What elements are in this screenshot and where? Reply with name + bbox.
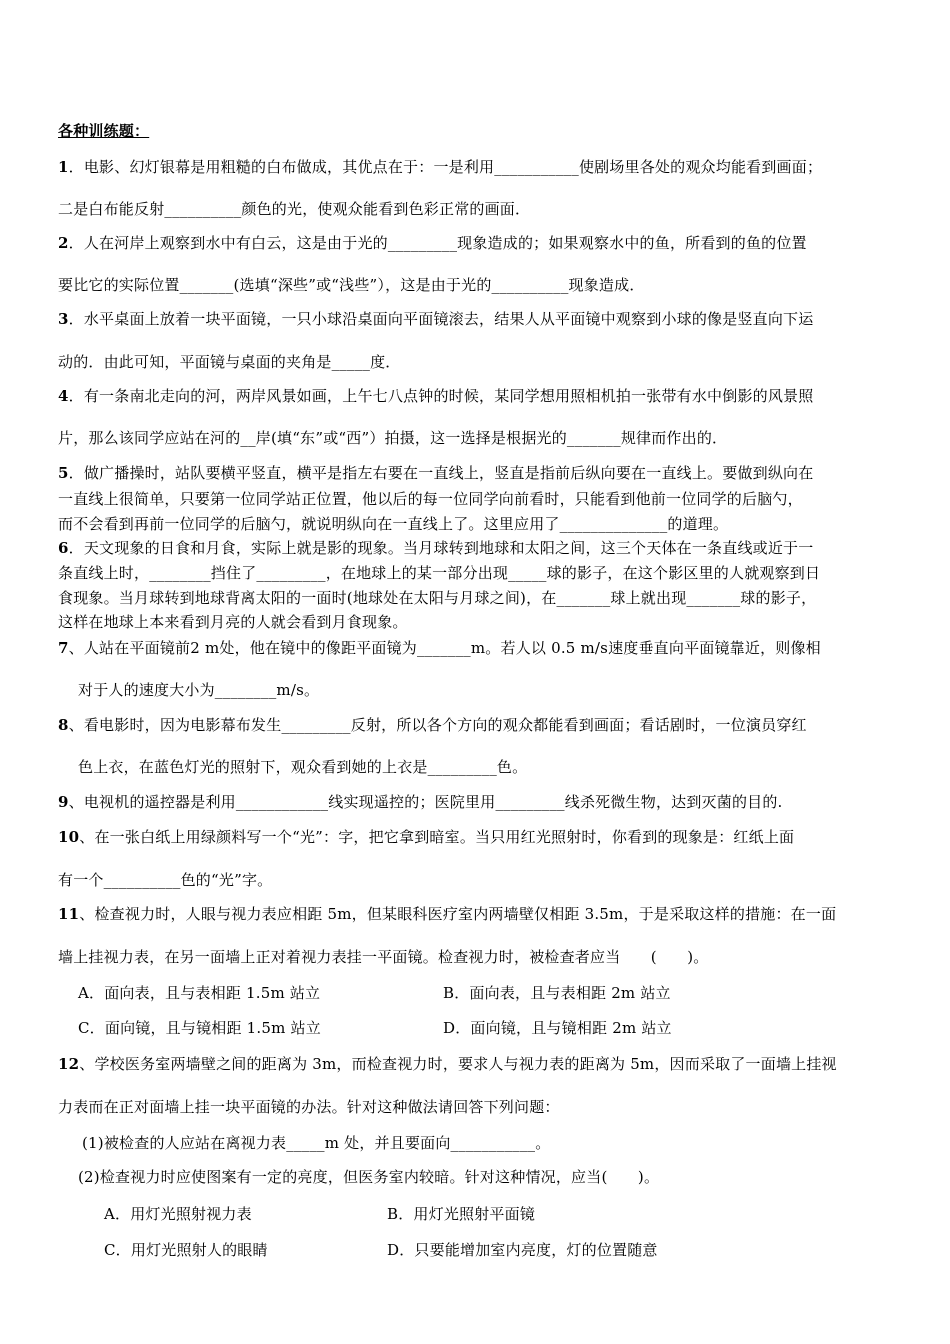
question-12-option-c <box>104 1240 268 1260</box>
question-11-option-d <box>443 1018 672 1038</box>
question-text: 二是白布能反射__________颜色的光，使观众能看到色彩正常的画面． <box>58 200 531 218</box>
question-text: 条直线上时，________挡住了_________，在地球上的某一部分出现_____球的影子，在这个影区里的人就观察到日 <box>58 564 821 582</box>
question-number: 12 <box>58 1055 80 1073</box>
question-text: ．水平桌面上放着一块平面镜，一只小球沿桌面向平面镜滚去，结果人从平面镜中观察到小球的像是竖直向下运 <box>68 310 814 328</box>
question-text: 、看电影时，因为电影幕布发生_________反射，所以各个方向的观众都能看到画面；看话剧时，一位演员穿红 <box>68 716 807 734</box>
question-text: 力表而在正对面墙上挂一块平面镜的办法。针对这种做法请回答下列问题： <box>58 1098 560 1116</box>
question-number: 3 <box>58 310 69 328</box>
question-1-line-2 <box>58 199 530 219</box>
option-text: D．只要能增加室内亮度，灯的位置随意 <box>387 1241 658 1259</box>
question-10-line-2 <box>58 870 272 890</box>
question-text: (1)被检查的人应站在离视力表_____m 处，并且要面向___________。 <box>82 1134 551 1152</box>
question-text: 墙上挂视力表，在另一面墙上正对着视力表挂一平面镜。检查视力时，被检查者应当 ( )。 <box>58 948 709 966</box>
question-5-line-3 <box>58 514 728 534</box>
question-text: 对于人的速度大小为________m/s。 <box>78 681 320 699</box>
question-4-line-2 <box>58 428 727 448</box>
question-8-line-1 <box>58 715 807 735</box>
question-11-line-2 <box>58 947 709 967</box>
question-10-line-1 <box>58 827 794 847</box>
question-7-line-2 <box>78 680 319 700</box>
question-2-line-1 <box>58 233 807 253</box>
question-number: 2 <box>58 234 69 252</box>
question-number: 4 <box>58 387 69 405</box>
question-5-line-2 <box>58 489 803 509</box>
question-12-option-a <box>104 1204 252 1224</box>
question-11-line-1 <box>58 904 836 924</box>
question-3-line-1 <box>58 309 813 329</box>
question-number: 6 <box>58 539 69 557</box>
question-7-line-1 <box>58 638 821 658</box>
question-2-line-2 <box>58 275 645 295</box>
question-number: 10 <box>58 828 80 846</box>
question-text: 动的．由此可知，平面镜与桌面的夹角是_____度． <box>58 353 401 371</box>
question-9-line-1 <box>58 792 783 812</box>
question-5-line-1 <box>58 463 813 483</box>
option-text: B．面向表，且与表相距 2m 站立 <box>443 984 671 1002</box>
question-8-line-2 <box>78 757 527 777</box>
question-text: 食现象。当月球转到地球背离太阳的一面时(地球处在太阳与月球之间)，在_______球上就出现_______球的影子， <box>58 589 817 607</box>
option-text: A．面向表，且与表相距 1.5m 站立 <box>78 984 321 1002</box>
question-text: 、在一张白纸上用绿颜料写一个“光”：字，把它拿到暗室。当只用红光照射时，你看到的现象是：红纸上面 <box>79 828 795 846</box>
question-text: ．有一条南北走向的河，两岸风景如画，上午七八点钟的时候，某同学想用照相机拍一张带有水中倒影的风景照 <box>68 387 814 405</box>
question-6-line-3 <box>58 588 816 608</box>
option-text: B．用灯光照射平面镜 <box>387 1205 536 1223</box>
question-12-option-b <box>387 1204 535 1224</box>
question-11-option-a <box>78 983 320 1003</box>
question-text: 而不会看到再前一位同学的后脑勺，就说明纵向在一直线上了。这里应用了______________的道理。 <box>58 515 729 533</box>
question-11-option-b <box>443 983 671 1003</box>
question-12-sub-2 <box>78 1167 659 1187</box>
question-12-option-d <box>387 1240 658 1260</box>
option-text: C．面向镜，且与镜相距 1.5m 站立 <box>78 1019 321 1037</box>
question-6-line-4 <box>58 612 408 632</box>
question-number: 5 <box>58 464 69 482</box>
question-text: 有一个__________色的“光”字。 <box>58 871 273 889</box>
question-number: 1 <box>58 158 69 176</box>
question-12-sub-1 <box>82 1133 550 1153</box>
question-text: 一直线上很简单，只要第一位同学站正位置，他以后的每一位同学向前看时，只能看到他前一位同学的后脑勺， <box>58 490 803 508</box>
question-text: ．天文现象的日食和月食，实际上就是影的现象。当月球转到地球和太阳之间，这三个天体在一条直线或近于一 <box>68 539 814 557</box>
question-1-line-1 <box>58 157 822 177</box>
question-number: 8 <box>58 716 69 734</box>
question-text: 、检查视力时，人眼与视力表应相距 5m，但某眼科医疗室内两墙壁仅相距 3.5m，于是采取这样的措施：在一面 <box>79 905 837 923</box>
question-text: 要比它的实际位置_______(选填“深些”或“浅些”），这是由于光的__________现象造成． <box>58 276 645 294</box>
question-number: 7 <box>58 639 69 657</box>
question-text: ．电影、幻灯银幕是用粗糙的白布做成，其优点在于：一是利用___________使剧场里各处的观众均能看到画面； <box>68 158 823 176</box>
question-text: 、人站在平面镜前2 m处，他在镜中的像距平面镜为_______m。若人以 0.5 m/s速度垂直向平面镜靠近，则像相 <box>68 639 821 657</box>
question-11-option-c <box>78 1018 321 1038</box>
question-text: ．做广播操时，站队要横平竖直，横平是指左右要在一直线上，竖直是指前后纵向要在一直线上。要做到纵向在 <box>68 464 814 482</box>
worksheet-heading: 各种训练题： <box>58 122 150 140</box>
question-text: 色上衣，在蓝色灯光的照射下，观众看到她的上衣是_________色。 <box>78 758 528 776</box>
option-text: C．用灯光照射人的眼睛 <box>104 1241 268 1259</box>
question-12-line-2 <box>58 1097 560 1117</box>
question-number: 11 <box>58 905 80 923</box>
question-text: 这样在地球上本来看到月亮的人就会看到月食现象。 <box>58 613 408 631</box>
question-4-line-1 <box>58 386 813 406</box>
question-text: 片，那么该同学应站在河的__岸(填“东”或“西”）拍摄，这一选择是根据光的_______规律而作出的． <box>58 429 728 447</box>
question-6-line-1 <box>58 538 813 558</box>
question-text: 、学校医务室两墙壁之间的距离为 3m，而检查视力时，要求人与视力表的距离为 5m，因而采取了一面墙上挂视 <box>79 1055 837 1073</box>
question-6-line-2 <box>58 563 820 583</box>
question-3-line-2 <box>58 352 401 372</box>
option-text: D．面向镜，且与镜相距 2m 站立 <box>443 1019 672 1037</box>
question-text: (2)检查视力时应使图案有一定的亮度，但医务室内较暗。针对这种情况，应当( )。 <box>78 1168 660 1186</box>
option-text: A．用灯光照射视力表 <box>104 1205 252 1223</box>
question-text: 、电视机的遥控器是利用____________线实现遥控的；医院里用_________线杀死微生物，达到灭菌的目的. <box>68 793 783 811</box>
question-12-line-1 <box>58 1054 837 1074</box>
question-number: 9 <box>58 793 69 811</box>
question-text: ．人在河岸上观察到水中有白云，这是由于光的_________现象造成的；如果观察水中的鱼，所看到的鱼的位置 <box>68 234 807 252</box>
